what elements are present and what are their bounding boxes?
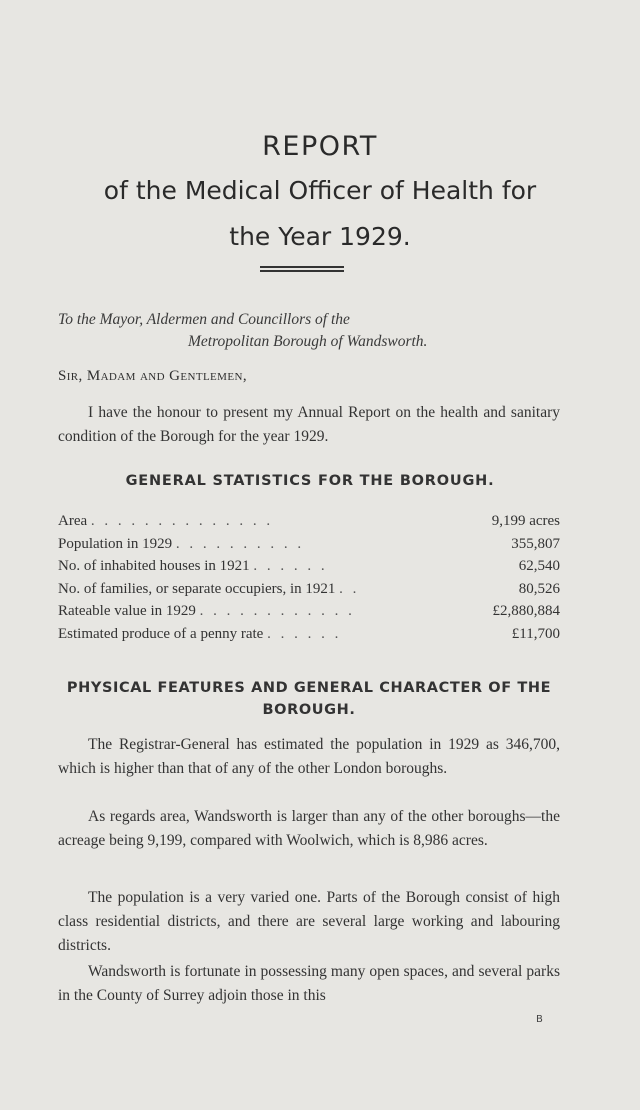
paragraph-population: The Registrar-General has estimated the population in 1929 as 346,700, which is higher than that of any of the other London boroughs. — [58, 736, 560, 777]
general-statistics-table — [58, 513, 560, 648]
stat-value: 9,199 acres — [491, 513, 560, 529]
intro-paragraph: I have the honour to present my Annual Report on the health and sanitary condition of the Borough for the year 1929. — [58, 404, 560, 445]
dot-leader: . . . . . . . . . . . . . . — [90, 513, 274, 529]
address-line-2: Metropolitan Borough of Wandsworth. — [188, 333, 428, 350]
stat-value: 355,807 — [511, 535, 560, 552]
stat-value: £11,700 — [511, 625, 560, 642]
dot-leader: . . — [339, 580, 360, 597]
paragraph-districts: The population is a very varied one. Parts of the Borough consist of high class residential districts, and there are several large working and labouring districts. — [58, 889, 560, 954]
stat-value: £2,880,884 — [492, 603, 560, 619]
dot-leader: . . . . . . . . . . . . — [199, 603, 355, 619]
page-signature-mark: B — [536, 1014, 543, 1025]
address-line-1: To the Mayor, Aldermen and Councillors of the — [58, 311, 350, 328]
table-row — [58, 603, 560, 626]
paragraph-area: As regards area, Wandsworth is larger than any of the other boroughs—the acreage being 9,199, compared with Woolwich, which is 8,986 acres. — [58, 808, 560, 849]
stat-label: No. of inhabited houses in 1921 — [58, 558, 250, 574]
general-statistics-heading: GENERAL STATISTICS FOR THE BOROUGH. — [125, 473, 495, 489]
table-row — [58, 558, 560, 581]
dot-leader: . . . . . . — [267, 625, 342, 642]
stat-label: Area — [58, 513, 88, 529]
salutation: Sir, Madam and Gentlemen, — [58, 368, 247, 384]
stat-label: Population in 1929 — [58, 535, 173, 552]
report-subtitle-line-2: the Year 1929. — [229, 222, 411, 251]
stat-value: 62,540 — [518, 558, 560, 574]
dot-leader: . . . . . . . . . . — [175, 535, 305, 552]
table-row — [58, 513, 560, 536]
stat-label: Rateable value in 1929 — [58, 603, 196, 619]
dot-leader: . . . . . . — [253, 558, 328, 574]
paragraph-open-spaces: Wandsworth is fortunate in possessing many open spaces, and several parks in the County of Surrey adjoin those in this — [58, 963, 560, 1004]
physical-features-heading: PHYSICAL FEATURES AND GENERAL CHARACTER OF THE BOROUGH. — [66, 680, 552, 718]
stat-label: No. of families, or separate occupiers, in 1921 — [58, 580, 336, 597]
table-row — [58, 536, 560, 559]
table-row — [58, 626, 560, 649]
stat-label: Estimated produce of a penny rate — [58, 625, 264, 642]
report-title: REPORT — [262, 131, 378, 162]
title-double-rule — [260, 266, 344, 272]
report-subtitle-line-1: of the Medical Officer of Health for — [103, 176, 537, 205]
table-row — [58, 581, 560, 604]
stat-value: 80,526 — [518, 580, 560, 597]
